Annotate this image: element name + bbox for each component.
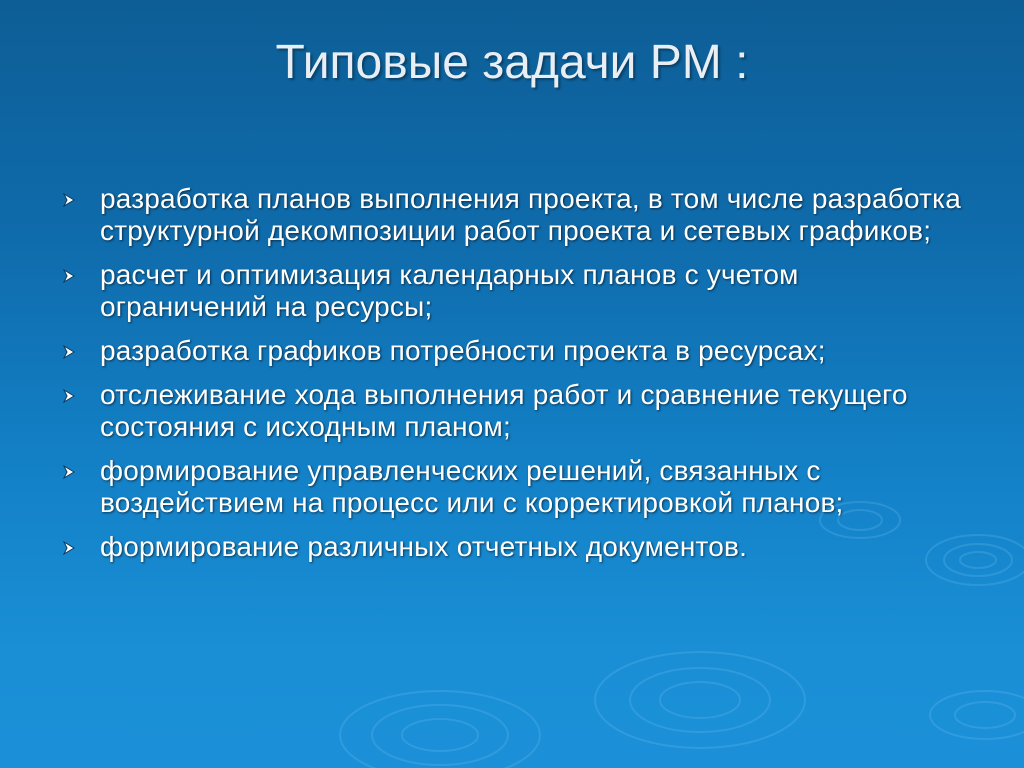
list-item [62, 259, 962, 323]
list-item-text: разработка графиков потребности проекта в ресурсах; [100, 335, 826, 366]
arrowhead-bullet-icon [62, 345, 76, 359]
list-item [62, 455, 962, 519]
slide-title: Типовые задачи PM : [275, 36, 749, 89]
arrowhead-bullet-icon [62, 269, 76, 283]
arrowhead-bullet-icon [62, 541, 76, 555]
list-item [62, 379, 962, 443]
list-item [62, 335, 962, 367]
list-item-text: формирование управленческих решений, связанных с воздействием на процесс или с корректировкой планов; [100, 455, 844, 518]
list-item-text: разработка планов выполнения проекта, в том числе разработка структурной декомпозиции работ проекта и сетевых графиков; [100, 183, 961, 246]
arrowhead-bullet-icon [62, 465, 76, 479]
list-item [62, 183, 962, 247]
list-item-text: расчет и оптимизация календарных планов с учетом ограничений на ресурсы; [100, 259, 799, 322]
arrowhead-bullet-icon [62, 389, 76, 403]
list-item-text: формирование различных отчетных документов. [100, 531, 748, 562]
list-item-text: отслеживание хода выполнения работ и сравнение текущего состояния с исходным планом; [100, 379, 908, 442]
arrowhead-bullet-icon [62, 193, 76, 207]
bullet-list [62, 183, 962, 575]
list-item [62, 531, 962, 563]
